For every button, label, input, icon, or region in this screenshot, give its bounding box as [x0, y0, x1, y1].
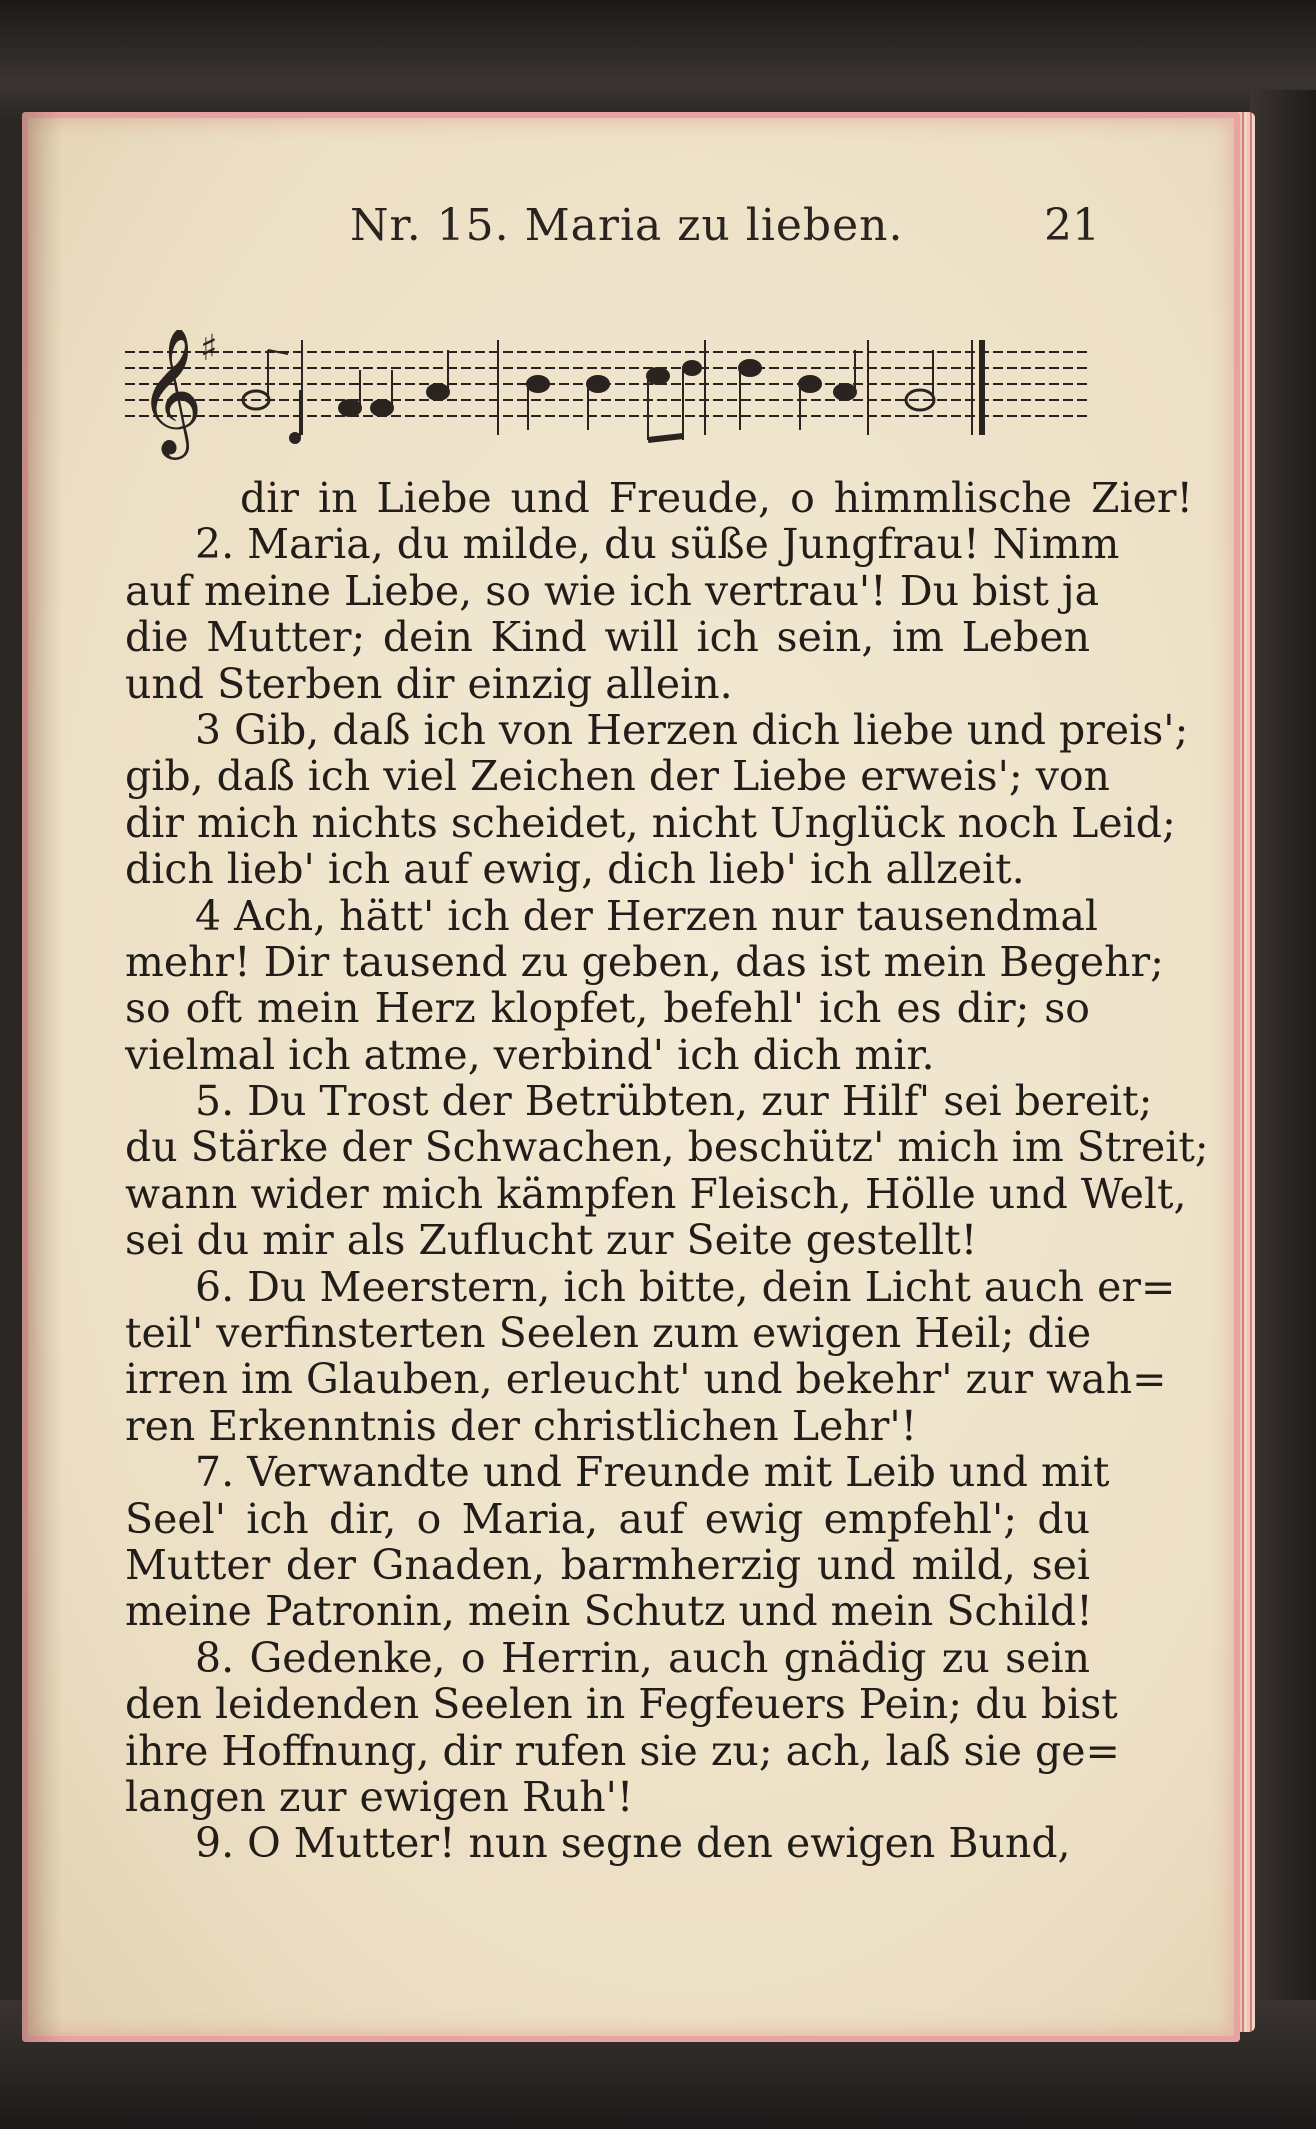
verse-8-line-3: ihre Hoffnung, dir rufen sie zu; ach, laß sie ge=	[125, 1726, 1120, 1775]
verse-7-line-2: Seel' ich dir, o Maria, auf ewig empfehl'; du	[125, 1494, 1090, 1543]
book-cover-top	[0, 0, 1316, 120]
verse-5-line-2: du Stärke der Schwachen, beschütz' mich im Streit;	[125, 1123, 1209, 1172]
notes	[243, 340, 982, 443]
verse-4-line-1: 4 Ach, hätt' ich der Herzen nur tausendmal	[195, 891, 1099, 940]
book-cover-right	[1250, 90, 1316, 2050]
hymn-title: Nr. 15. Maria zu lieben.	[350, 200, 904, 251]
staff-lyric-line: dir in Liebe und Freude, o himmlische Zier!	[240, 474, 1193, 522]
sharp-icon: ♯	[200, 330, 218, 369]
verse-3-line-4: dich lieb' ich auf ewig, dich lieb' ich allzeit.	[125, 845, 1025, 894]
verse-2-line-1: 2. Maria, du milde, du süße Jungfrau! Nimm	[195, 520, 1120, 569]
verse-8-line-4: langen zur ewigen Ruh'!	[125, 1772, 634, 1821]
verse-6-line-2: teil' verfinsterten Seelen zum ewigen Heil; die	[125, 1309, 1092, 1358]
verse-5-line-1: 5. Du Trost der Betrübten, zur Hilf' sei bereit;	[195, 1077, 1153, 1126]
verse-6-line-4: ren Erkenntnis der christlichen Lehr'!	[125, 1401, 918, 1450]
verse-5-line-3: wann wider mich kämpfen Fleisch, Hölle und Welt,	[125, 1169, 1187, 1218]
verse-3-line-3: dir mich nichts scheidet, nicht Unglück noch Leid;	[125, 798, 1176, 847]
verse-2-line-2: auf meine Liebe, so wie ich vertrau'! Du bist ja	[125, 566, 1100, 615]
verse-7-line-4: meine Patronin, mein Schutz und mein Schild!	[125, 1587, 1093, 1636]
verse-3-line-2: gib, daß ich viel Zeichen der Liebe erweis'; von	[125, 752, 1110, 801]
verse-3-line-1: 3 Gib, daß ich von Herzen dich liebe und preis';	[195, 705, 1189, 754]
verse-4-line-3: so oft mein Herz klopfet, befehl' ich es dir; so	[125, 984, 1090, 1033]
treble-clef-icon: 𝄞	[138, 330, 204, 454]
page-header	[120, 200, 1100, 260]
page-number: 21	[1044, 200, 1100, 251]
verse-5-line-4: sei du mir als Zuflucht zur Seite gestellt!	[125, 1216, 978, 1265]
verse-7-line-3: Mutter der Gnaden, barmherzig und mild, sei	[125, 1540, 1090, 1589]
verse-9-line-1: 9. O Mutter! nun segne den ewigen Bund,	[195, 1819, 1071, 1868]
verse-6-line-1: 6. Du Meerstern, ich bitte, dein Licht auch er=	[195, 1262, 1176, 1311]
verse-2-line-4: und Sterben dir einzig allein.	[125, 659, 733, 708]
verse-4-line-4: vielmal ich atme, verbind' ich dich mir.	[125, 1030, 935, 1079]
verse-7-line-1: 7. Verwandte und Freunde mit Leib und mit	[195, 1448, 1110, 1497]
verse-6-line-3: irren im Glauben, erleucht' und bekehr' zur wah=	[125, 1355, 1167, 1404]
music-staff	[120, 330, 1090, 470]
verse-2-line-3: die Mutter; dein Kind will ich sein, im Leben	[125, 613, 1090, 662]
verse-8-line-1: 8. Gedenke, o Herrin, auch gnädig zu sein	[195, 1633, 1090, 1682]
hymn-text	[125, 474, 1209, 1868]
page-gutter-shadow	[22, 112, 62, 2042]
verse-8-line-2: den leidenden Seelen in Fegfeuers Pein; du bist	[125, 1680, 1118, 1729]
verse-4-line-2: mehr! Dir tausend zu geben, das ist mein Begehr;	[125, 937, 1164, 986]
